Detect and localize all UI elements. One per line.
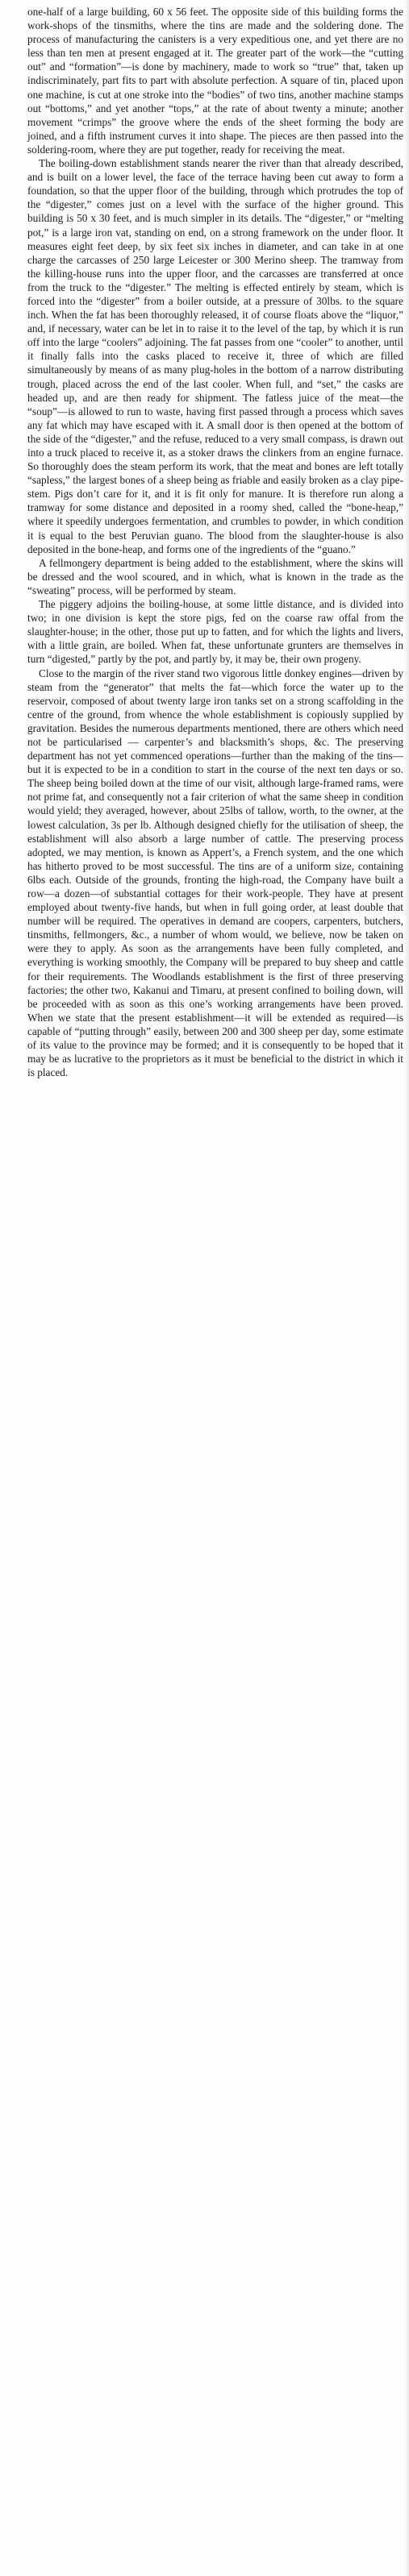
article-paragraph: The boiling-down establishment stands nearer the river than that already described, and is built on a lower level, the face of the terrace having been cut away to form a foundation, so that the upper floor of the building, through which protrudes the top of the “digester,” comes just on a level with the surface of the higher ground. This building is 50 x 30 feet, and is much simpler in its details. The “digester,” or “melting pot,” is a large iron vat, standing on end, on a strong framework on the under floor. It measures eight feet deep, by six feet six inches in diameter, and can take in at one charge the carcasses of 250 large Leicester or 300 Merino sheep. The tramway from the killing-house runs into the upper floor, and the carcasses are transferred at once from the truck to the “digester.” The melting is effected entirely by steam, which is forced into the “digester” from a boiler outside, at a pressure of 30lbs. to the square inch. When the fat has been thoroughly released, it of course floats above the “liquor,” and, if necessary, water can be let in to raise it to the level of the tap, by which it is run off into the large “coolers” adjoining. The fat passes from one “cooler” to another, until it finally falls into the casks placed to receive it, three of which are filled simultaneously by means of as many plug-holes in the bottom of a narrow distributing trough, placed across the end of the last cooler. When full, and “set,” the casks are headed up, and are then ready for shipment. The fatless juice of the meat—the “soup”—is allowed to run to waste, having first passed through a process which saves any fat which may have escaped with it. A small door is then opened at the bottom of the side of the “digester,” and the refuse, reduced to a very small compass, is drawn out into a truck placed to receive it, as a stoker draws the clinkers from an engine furnace. So thoroughly does the steam perform its work, that the meat and bones are left totally “sapless,” the largest bones of a sheep being as friable and easily broken as a clay pipe-stem. Pigs don’t care for it, and it is fit only for manure. It is therefore run along a tramway for some distance and deposited in a roomy shed, called the “bone-heap,” where it speedily undergoes fermentation, and crumbles to powder, in which condition it is equal to the best Peruvian guano. The blood from the slaughter-house is also deposited in the bone-heap, and forms one of the ingredients of the “guano.” (27, 157, 403, 555)
article-paragraph: Close to the margin of the river stand two vigorous little donkey engines—driven by steam from the “generator” that melts the fat—which force the water up to the reservoir, composed of about twenty large iron tanks set on a strong scaffolding in the centre of the ground, from whence the whole establishment is copiously supplied by gravitation. Besides the numerous departments mentioned, there are others which need not be particularised — carpenter’s and blacksmith’s shops, &c. The preserving department has not yet commenced operations—further than the making of the tins—but it is expected to be in a condition to start in the course of the next ten days or so. The sheep being boiled down at the time of our visit, although large-framed rams, were not prime fat, and consequently not a fair criterion of what the same sheep in condition would yield; they averaged, however, about 25lbs of tallow, worth, to the owner, at the lowest calculation, 3s per lb. Although designed chiefly for the utilisation of sheep, the establishment will also absorb a large number of cattle. The preserving process adopted, we may mention, is known as Appert’s, a French system, and the one which has hitherto proved to be most successful. The tins are of a uniform size, containing 6lbs each. Outside of the grounds, fronting the high-road, the Company have built a row—a dozen—of substantial cottages for their work-people. They have at present employed about twenty-five hands, but when in full going order, at least double that number will be required. The operatives in demand are coopers, carpenters, butchers, tinsmiths, fellmongers, &c., a number of whom would, we believe, now be taken on were they to apply. As soon as the arrangements have been fully completed, and everything is working smoothly, the Company will be prepared to buy sheep and cattle for their requirements. The Woodlands establishment is the first of three preserving factories; the other two, Kakanui and Timaru, at present confined to boiling down, will be proceeded with as soon as this one’s working arrangements have been proved. When we state that the present establishment—it will be extended as required—is capable of “putting through” easily, between 200 and 300 sheep per day, some estimate of its value to the province may be formed; and it is consequently to be hoped that it may be as lucrative to the proprietors as it must be beneficial to the district in which it is placed. (27, 667, 403, 1079)
article-column (27, 5, 403, 1079)
article-paragraph: A fellmongery department is being added to the establishment, where the skins will be dressed and the wool scoured, and in which, what is known in the trade as the “sweating” process, will be performed by steam. (27, 556, 403, 596)
article-paragraph: one-half of a large building, 60 x 56 feet. The opposite side of this building forms the work-shops of the tinsmiths, where the tins are made and the soldering done. The process of manufacturing the canisters is a very expeditious one, and yet there are no less than ten men at present engaged at it. The greater part of the work—the “cutting out” and “formation”—is done by machinery, made to work so “true” that, taken up indiscriminately, part fits to part with absolute perfection. A square of tin, placed upon one machine, is cut at one stroke into the “bodies” of two tins, another machine stamps out “bottoms,” and yet another “tops,” at the rate of about twenty a minute; another movement “crimps” the groove where the ends of the sheet forming the body are joined, and a fifth instrument curves it into shape. The pieces are then passed into the soldering-room, where they are put together, ready for receiving the meat. (27, 6, 403, 156)
article-paragraph: The piggery adjoins the boiling-house, at some little distance, and is divided into two; in one division is kept the store pigs, fed on the coarse raw offal from the slaughter-house; in the other, those put up to fatten, and for which the lights and livers, with a little grain, are boiled. When fat, these unfortunate grunters are themselves in turn “digested,” partly by the pot, and partly by, it may be, their own progeny. (27, 598, 403, 666)
page-edge-shadow (404, 0, 409, 2576)
